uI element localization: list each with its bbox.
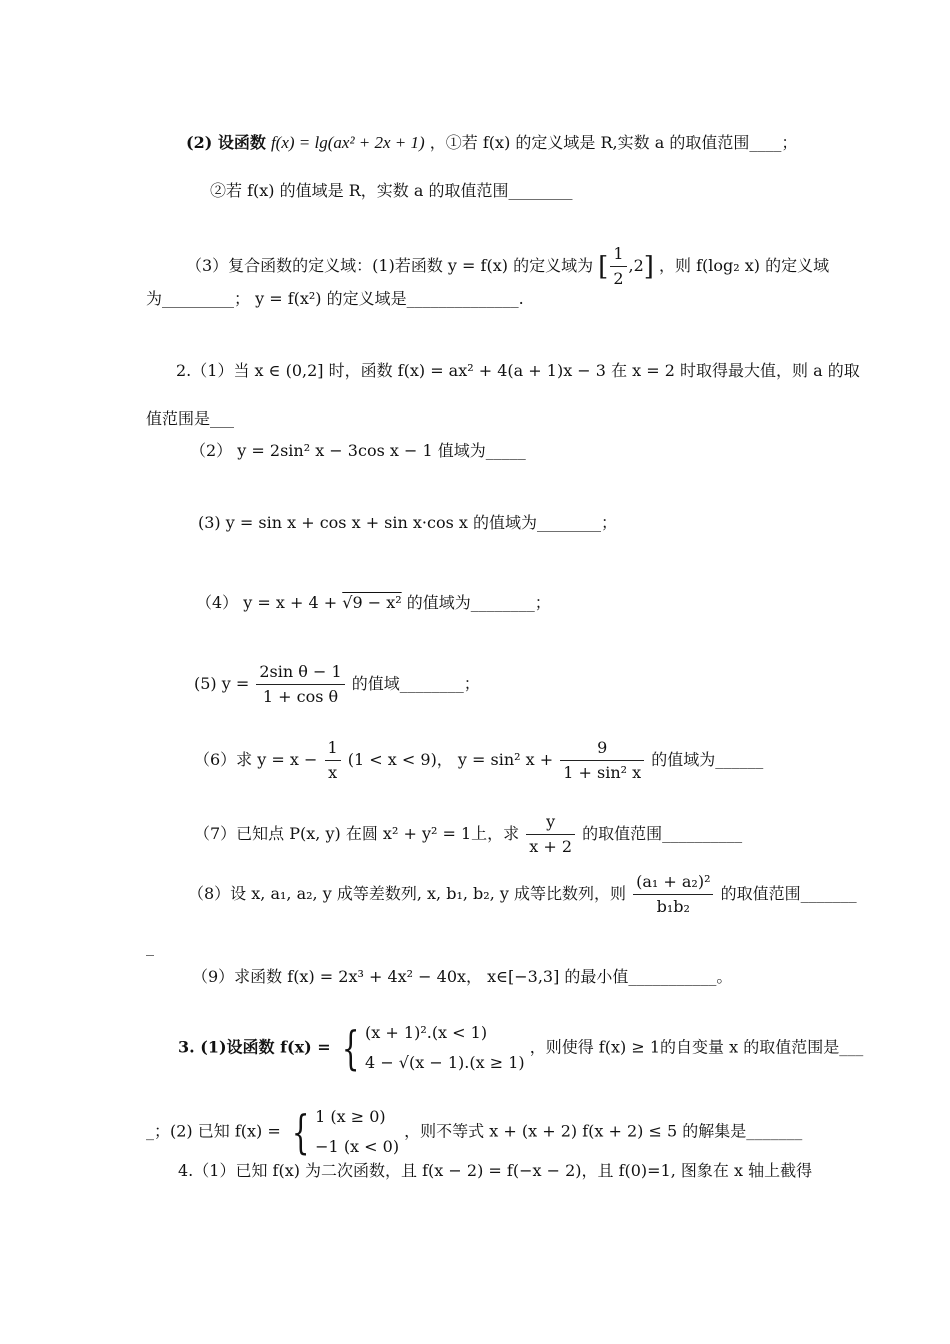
piecewise-definition: (x + 1)².(x < 1) 4 − √(x − 1).(x ≥ 1) <box>365 1023 525 1072</box>
question-4-1: 4.（1）已知 f(x) 为二次函数，且 f(x − 2) = f(−x − 2)，且 f(0)=1, 图象在 x 轴上截得 <box>178 1161 813 1180</box>
fraction-sequences: $\frac{\text{(a₁ + a₂)²}}{\text{b₁b₂}}$ <box>633 870 713 919</box>
question-2-1: 2.（1）当 x ∈ (0,2] 时，函数 f(x) = ax² + 4(a + 1)x − 3 在 x = 2 时取得最大值，则 a 的取 <box>176 361 860 380</box>
question-2-3: (3) y = sin x + cos x + sin x·cos x 的值域为________； <box>198 513 618 532</box>
piecewise-sign: 1 (x ≥ 0) −1 (x < 0) <box>315 1107 400 1156</box>
question-2-8-continued: _ <box>146 937 154 956</box>
function-definition: f(x) = lg(ax² + 2x + 1) <box>270 133 425 152</box>
question-2-1-continued: 值范围是___ <box>146 409 235 428</box>
question-2-5: (5) y = $\frac{\text{2sin θ − 1}}{\text{1 + cos θ}}$ 的值域________； <box>194 660 480 709</box>
question-3-2: _；(2) 已知 f(x) = { 1 (x ≥ 0) −1 (x < 0) ，则不等式 x + (x + 2) f(x + 2) ≤ 5 的解集是_______ <box>146 1102 802 1162</box>
fraction-theta: $\frac{\text{2sin θ − 1}}{\text{1 + cos θ}}$ <box>256 660 344 709</box>
question-2-7: （7）已知点 P(x, y) 在圆 x² + y² = 1上，求 $\frac{y}{x + 2}$ 的取值范围__________ <box>194 810 742 859</box>
fraction-y-over-x-plus-2: $\frac{y}{x + 2}$ <box>526 810 575 859</box>
question-2-4: （4） y = x + 4 + √9 − x² 的值域为________； <box>196 593 551 612</box>
question-3-1: 3. (1)设函数 f(x) = { (x + 1)².(x < 1) 4 − √(x − 1).(x ≥ 1) ，则使得 f(x) ≥ 1的自变量 x 的取值范围是___ <box>178 1018 863 1078</box>
problem-3-line-1: （3）复合函数的定义域：(1)若函数 y = f(x) 的定义域为 [ $\frac{1}{2}$ ,2] ，则 f(log₂ x) 的定义域 <box>186 242 829 291</box>
problem-2-range-question: ②若 f(x) 的值域是 R，实数 a 的取值范围________ <box>210 181 573 200</box>
interval-fraction: $\frac{1}{2}$ <box>610 242 626 291</box>
problem-3-line-2: 为_________； y = f(x²) 的定义域是______________. <box>146 289 524 308</box>
problem-2-intro: (2) 设函数 f(x) = lg(ax² + 2x + 1) ，①若 f(x) 的定义域是 R,实数 a 的取值范围____； <box>186 133 798 152</box>
question-2-6: （6）求 y = x − $\frac{1}{x}$ (1 < x < 9)， y = sin² x + $\frac{9}{\text{1 + sin² x}}$ 的值域为______ <box>194 736 763 785</box>
fraction-nine: $\frac{9}{\text{1 + sin² x}}$ <box>560 736 644 785</box>
fraction-one-over-x: $\frac{1}{x}$ <box>325 736 341 785</box>
question-2-8: （8）设 x, a₁, a₂, y 成等差数列, x, b₁, b₂, y 成等比数列，则 $\frac{\text{(a₁ + a₂)²}}{\text{b₁b₂}}$ 的取值范围_______ <box>188 870 857 919</box>
question-2-2: （2） y = 2sin² x − 3cos x − 1 值域为_____ <box>190 441 526 460</box>
square-root: √9 − x² <box>342 593 402 612</box>
question-2-9: （9）求函数 f(x) = 2x³ + 4x² − 40x， x∈[−3,3] 的最小值___________。 <box>192 967 733 986</box>
